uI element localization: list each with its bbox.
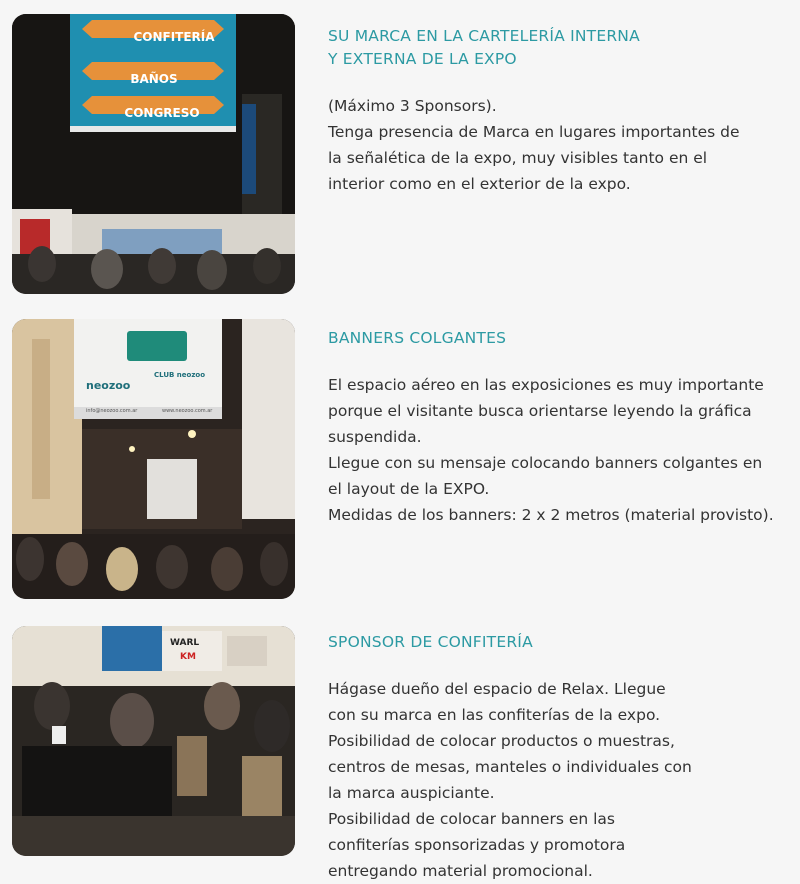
- body-line: entregando material promocional.: [328, 862, 593, 880]
- cafe-heading: [328, 631, 800, 654]
- heading-line: Y EXTERNA DE LA EXPO: [328, 50, 517, 68]
- banners-heading: [328, 327, 800, 350]
- sign-label-banos: BAÑOS: [130, 72, 178, 86]
- sign-label-confiteria: CONFITERÍA: [133, 30, 215, 44]
- body-line: suspendida.: [328, 428, 422, 446]
- body-line: confiterías sponsorizadas y promotora: [328, 836, 626, 854]
- body-line: porque el visitante busca orientarse leyendo la gráfica: [328, 402, 752, 420]
- signage-heading: [328, 25, 800, 71]
- body-line: Medidas de los banners: 2 x 2 metros (material provisto).: [328, 506, 774, 524]
- heading-line: SPONSOR DE CONFITERÍA: [328, 633, 533, 651]
- body-line: el layout de la EXPO.: [328, 480, 490, 498]
- signage-photo: [12, 14, 295, 294]
- body-line: la marca auspiciante.: [328, 784, 495, 802]
- body-line: centros de mesas, manteles o individuales con: [328, 758, 692, 776]
- signage-body: [328, 93, 800, 197]
- body-line: Hágase dueño del espacio de Relax. Llegue: [328, 680, 666, 698]
- heading-line: BANNERS COLGANTES: [328, 329, 507, 347]
- body-line: (Máximo 3 Sponsors).: [328, 97, 497, 115]
- cafe-body: [328, 676, 800, 884]
- banner-email: info@neozoo.com.ar: [86, 408, 138, 414]
- body-line: interior como en el exterior de la expo.: [328, 175, 631, 193]
- body-line: la señalética de la expo, muy visibles tanto en el: [328, 149, 708, 167]
- booth-sign-km: KM: [180, 652, 196, 662]
- banners-photo: [12, 319, 295, 599]
- banners-body: [328, 372, 800, 528]
- body-line: Llegue con su mensaje colocando banners colgantes en: [328, 454, 763, 472]
- body-line: Posibilidad de colocar productos o muestras,: [328, 732, 675, 750]
- banner-brand: neozoo: [86, 379, 131, 392]
- body-line: El espacio aéreo en las exposiciones es muy importante: [328, 376, 764, 394]
- body-line: Posibilidad de colocar banners en las: [328, 810, 615, 828]
- banner-web: www.neozoo.com.ar: [162, 408, 213, 414]
- body-line: con su marca en las confiterías de la expo.: [328, 706, 661, 724]
- banner-club: CLUB neozoo: [154, 371, 206, 379]
- sign-label-congreso: CONGRESO: [124, 106, 200, 120]
- booth-sign: WARL: [170, 638, 200, 648]
- cafe-photo: [12, 626, 295, 856]
- heading-line: SU MARCA EN LA CARTELERÍA INTERNA: [328, 27, 640, 45]
- body-line: Tenga presencia de Marca en lugares importantes de: [328, 123, 740, 141]
